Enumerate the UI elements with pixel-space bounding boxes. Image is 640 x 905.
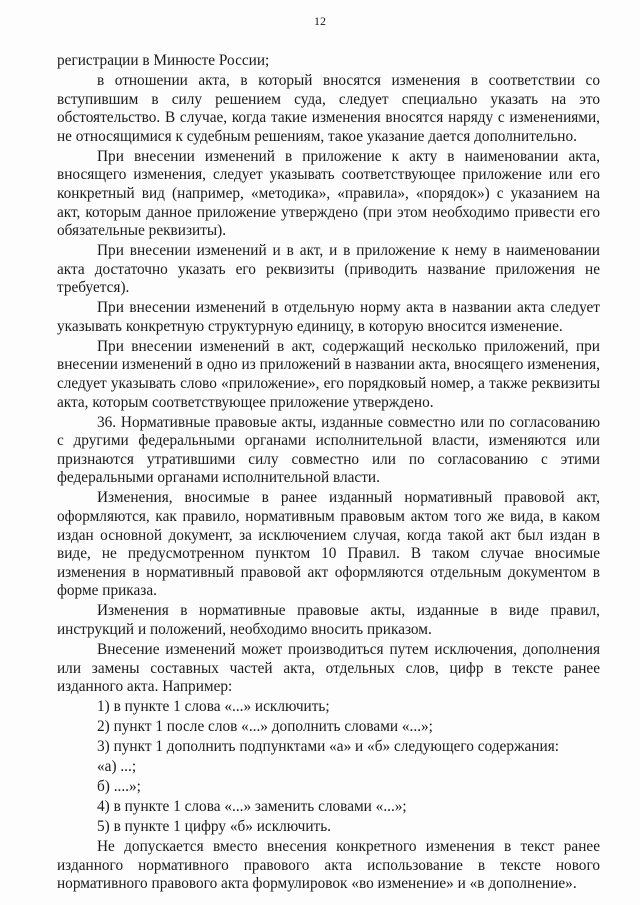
- paragraph: регистрации в Минюсте России;: [57, 52, 270, 69]
- list-item: 1) в пункте 1 слова «...» исключить;: [97, 698, 330, 716]
- paragraph: При внесении изменений в приложение к акту в наименовании акта, вносящего изменения, следует указывать соответствующее приложение или его конкретный вид (например, «методика», «правила», «порядок») с указанием на акт, которым данное приложение утверждено (при этом необходимо привести его обязательные реквизиты).: [57, 147, 600, 240]
- paragraph: Внесение изменений может производиться путем исключения, дополнения или замены составных частей акта, отдельных слов, цифр в тексте ранее изданного акта. Например:: [57, 640, 600, 696]
- paragraph: Не допускается вместо внесения конкретного изменения в текст ранее изданного нормативного правового акта использование в тексте нового нормативного правового акта формулировок «во изменение» и «в дополнение».: [57, 837, 600, 893]
- list-item: 5) в пункте 1 цифру «б» исключить.: [97, 818, 331, 835]
- document-body: [57, 52, 600, 895]
- list-item: 4) в пункте 1 слова «...» заменить словами «...»;: [97, 798, 407, 816]
- list-item: «а) ...;: [97, 758, 137, 776]
- paragraph: Изменения в нормативные правовые акты, изданные в виде правил, инструкций и положений, необходимо вносить приказом.: [57, 602, 600, 638]
- paragraph: Изменения, вносимые в ранее изданный нормативный правовой акт, оформляются, как правило, нормативным правовым актом того же вида, в каком издан основной документ, за исключением случая, когда такой акт был издан в виде, не предусмотренном пунктом 10 Правил. В таком случае вносимые изменения в нормативный правовой акт оформляются отдельным документом в форме приказа.: [57, 489, 600, 600]
- page-number: 12: [314, 14, 326, 28]
- list-item: 3) пункт 1 дополнить подпунктами «а» и «б» следующего содержания:: [97, 738, 559, 756]
- paragraph: При внесении изменений в акт, содержащий несколько приложений, при внесении изменений в одно из приложений в названии акта, вносящего изменения, следует указывать слово «приложение», его порядковый номер, а также реквизиты акта, которым соответствующее приложение утверждено.: [57, 337, 600, 411]
- paragraph: При внесении изменений и в акт, и в приложение к нему в наименовании акта достаточно указать его реквизиты (приводить название приложения не требуется).: [57, 242, 600, 297]
- paragraph: 36. Нормативные правовые акты, изданные совместно или по согласованию с другими федеральными органами исполнительной власти, изменяются или признаются утратившими силу совместно или по согласованию с этими федеральными органами исполнительной власти.: [57, 413, 600, 487]
- paragraph: При внесении изменений в отдельную норму акта в названии акта следует указывать конкретную структурную единицу, в которую вносится изменение.: [57, 299, 600, 335]
- list-item: б) ....»;: [97, 778, 141, 796]
- list-item: 2) пункт 1 после слов «...» дополнить словами «...»;: [97, 718, 433, 736]
- paragraph: в отношении акта, в который вносятся изменения в соответствии со вступившим в силу решением суда, следует специально указать на это обстоятельство. В случае, когда такие изменения вносятся наряду с изменениями, не относящимися к судебным решениям, такое указание дается дополнительно.: [57, 71, 600, 145]
